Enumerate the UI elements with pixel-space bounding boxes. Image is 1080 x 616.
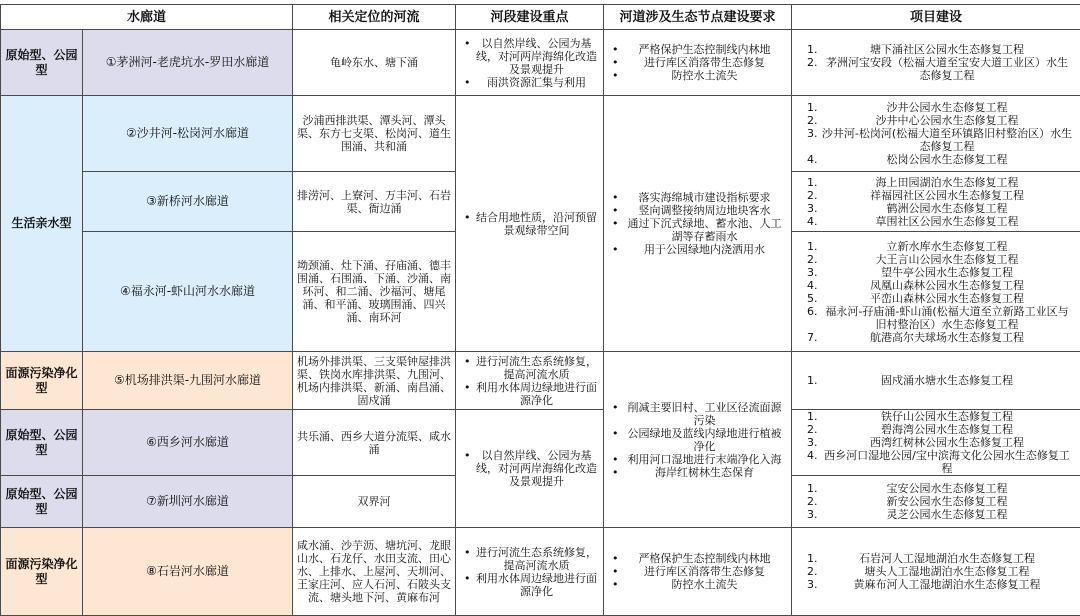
focus-cell	[456, 528, 604, 616]
focus-item: • 进行河流生态系统修复，提高河流水质	[476, 355, 597, 381]
corridor-type-cell: 原始型、公园型	[1, 476, 83, 528]
water-corridor-table	[0, 4, 1080, 616]
table-row	[1, 410, 1080, 476]
project-item: 6. 福永河-孖庙涌-虾山涌(松福大道至立新路工业区与旧村整治区）水生态修复工程	[821, 305, 1073, 331]
table-row	[1, 96, 1080, 172]
rivers-cell: 龟岭东水、塘下涌	[293, 30, 456, 96]
requirement-item: • 落实海绵城市建设指标要求	[624, 191, 785, 204]
project-item: 1. 塘下涌社区公园水生态修复工程	[821, 43, 1073, 56]
projects-cell	[792, 30, 1080, 96]
table-row	[1, 30, 1080, 96]
project-item: 1. 沙井公园水生态修复工程	[821, 101, 1073, 114]
project-item: 7. 航港高尔夫球场水生态修复工程	[821, 331, 1073, 344]
projects-cell	[792, 172, 1080, 232]
requirements-cell	[604, 96, 792, 352]
requirement-item: • 竖向调整接纳周边地块客水	[624, 204, 785, 217]
requirement-item: • 用于公园绿地内浇洒用水	[624, 243, 785, 256]
corridor-name-cell: ⑤机场排洪渠-九围河水廊道	[83, 352, 293, 410]
project-item: 5. 平峦山森林公园水生态修复工程	[821, 292, 1073, 305]
project-item: 1. 石岩河人工湿地湖泊水生态修复工程	[821, 552, 1073, 565]
corridor-type-cell: 生活亲水型	[1, 96, 83, 352]
project-item: 3. 西湾红树林公园水生态修复工程	[821, 436, 1073, 449]
projects-cell	[792, 232, 1080, 352]
corridor-name-cell: ①茅洲河-老虎坑水-罗田水廊道	[83, 30, 293, 96]
focus-item: • 进行河流生态系统修复，提高河流水质	[476, 546, 597, 572]
header-row	[1, 5, 1080, 30]
header-corridor: 水廊道	[1, 5, 293, 30]
focus-cell	[456, 30, 604, 96]
project-item: 3. 沙井河-松岗河(松福大道至环镇路旧村整治区）水生态修复工程	[821, 127, 1073, 153]
project-item: 1. 立新水库水生态修复工程	[821, 240, 1073, 253]
rivers-cell: 咸水涌、沙芋沥、塘坑河、龙眼山水、石龙仔、水田支流、田心水、上排水、上屋河、天圳河、王家庄河、应人石河、石陂头支流、塘头地下河、黄麻布河	[293, 528, 456, 616]
requirement-item: • 进行库区消落带生态修复	[624, 565, 785, 578]
project-item: 4. 西乡河口湿地公园/宝中滨海文化公园水生态修复工程	[821, 449, 1073, 475]
corridor-name-cell: ②沙井河-松岗河水廊道	[83, 96, 293, 172]
rivers-cell: 沙浦西排洪渠、潭头河、潭头渠、东方七支渠、松岗河、道生围涌、共和涌	[293, 96, 456, 172]
corridor-type-cell: 面源污染净化型	[1, 528, 83, 616]
rivers-cell: 坳颈涌、灶下涌、孖庙涌、德丰围涌、石围涌、下涌、沙涌、南环河、和二涌、沙福河、塘尾涌、和平涌、玻璃围涌、四兴涌、南环河	[293, 232, 456, 352]
project-item: 4. 草围社区公园水生态修复工程	[821, 215, 1073, 228]
project-item: 1. 铁仔山公园水生态修复工程	[821, 410, 1073, 423]
corridor-name-cell: ⑥西乡河水廊道	[83, 410, 293, 476]
requirements-cell	[604, 30, 792, 96]
header-projects: 项目建设	[792, 5, 1080, 30]
requirement-item: • 利用河口湿地进行末端净化入海	[624, 453, 785, 466]
focus-cell	[456, 352, 604, 410]
header-requirements: 河道涉及生态节点建设要求	[604, 5, 792, 30]
corridor-name-cell: ④福永河-虾山河水水廊道	[83, 232, 293, 352]
project-item: 1. 宝安公园水生态修复工程	[821, 482, 1073, 495]
focus-cell	[456, 410, 604, 528]
header-focus: 河段建设重点	[456, 5, 604, 30]
projects-cell	[792, 476, 1080, 528]
rivers-cell: 双界河	[293, 476, 456, 528]
focus-item: • 利用水体周边绿地进行面源净化	[476, 572, 597, 598]
requirement-item: • 防控水土流失	[624, 578, 785, 591]
requirement-item: • 严格保护生态控制线内林地	[624, 43, 785, 56]
corridor-type-cell: 原始型、公园型	[1, 30, 83, 96]
rivers-cell: 共乐涌、西乡大道分流渠、咸水涌	[293, 410, 456, 476]
header-rivers: 相关定位的河流	[293, 5, 456, 30]
project-item: 3. 望牛亭公园水生态修复工程	[821, 266, 1073, 279]
projects-cell	[792, 352, 1080, 410]
corridor-type-cell: 面源污染净化型	[1, 352, 83, 410]
requirement-item: • 海岸红树林生态保育	[624, 466, 785, 479]
project-item: 2. 大王言山公园水生态修复工程	[821, 253, 1073, 266]
requirements-cell	[604, 528, 792, 616]
corridor-name-cell: ⑦新圳河水廊道	[83, 476, 293, 528]
project-item: 4. 凤凰山森林公园水生态修复工程	[821, 279, 1073, 292]
project-item: 3. 灵芝公园水生态修复工程	[821, 508, 1073, 521]
corridor-type-cell: 原始型、公园型	[1, 410, 83, 476]
focus-item: • 结合用地性质，沿河预留景观绿带空间	[476, 211, 597, 237]
focus-item: • 以自然岸线、公园为基线，对河两岸海绵化改造及景观提升	[476, 449, 597, 488]
project-item: 2. 塘头人工湿地湖泊水生态修复工程	[821, 565, 1073, 578]
table-row	[1, 528, 1080, 616]
projects-cell	[792, 528, 1080, 616]
focus-cell	[456, 96, 604, 352]
focus-item: • 利用水体周边绿地进行面源净化	[476, 381, 597, 407]
project-item: 1. 固戍涌水塘水生态修复工程	[821, 374, 1073, 387]
project-item: 2. 沙井中心公园水生态修复工程	[821, 114, 1073, 127]
requirement-item: • 公园绿地及蓝线内绿地进行植被净化	[624, 427, 785, 453]
corridor-name-cell: ⑧石岩河水廊道	[83, 528, 293, 616]
project-item: 1. 海上田园湖泊水生态修复工程	[821, 176, 1073, 189]
project-item: 3. 黄麻布河人工湿地湖泊水生态修复工程	[821, 578, 1073, 591]
project-item: 4. 松岗公园水生态修复工程	[821, 153, 1073, 166]
project-item: 2. 茅洲河宝安段（松福大道至宝安大道工业区）水生态修复工程	[821, 56, 1073, 82]
project-item: 3. 鹤洲公园水生态修复工程	[821, 202, 1073, 215]
requirement-item: • 进行库区消落带生态修复	[624, 56, 785, 69]
requirement-item: • 严格保护生态控制线内林地	[624, 552, 785, 565]
rivers-cell: 机场外排洪渠、三支渠钟屋排洪渠、铁岗水库排洪渠、九围河、机场内排洪渠、新涌、南昌涌、固戍涌	[293, 352, 456, 410]
rivers-cell: 排涝河、上寮河、万丰河、石岩渠、衙边涌	[293, 172, 456, 232]
corridor-name-cell: ③新桥河水廊道	[83, 172, 293, 232]
focus-item: • 以自然岸线、公园为基线，对河两岸海绵化改造及景观提升	[476, 37, 597, 76]
focus-item: • 雨洪资源汇集与利用	[476, 76, 597, 89]
requirement-item: • 防控水土流失	[624, 69, 785, 82]
project-item: 2. 碧海湾公园水生态修复工程	[821, 423, 1073, 436]
requirement-item: • 通过下沉式绿地、蓄水池、人工湖等存蓄雨水	[624, 217, 785, 243]
projects-cell	[792, 410, 1080, 476]
project-item: 2. 祥福园社区公园水生态修复工程	[821, 189, 1073, 202]
requirement-item: • 削减主要旧村、工业区径流面源污染	[624, 401, 785, 427]
table-row	[1, 352, 1080, 410]
requirements-cell	[604, 352, 792, 528]
projects-cell	[792, 96, 1080, 172]
project-item: 2. 新安公园水生态修复工程	[821, 495, 1073, 508]
